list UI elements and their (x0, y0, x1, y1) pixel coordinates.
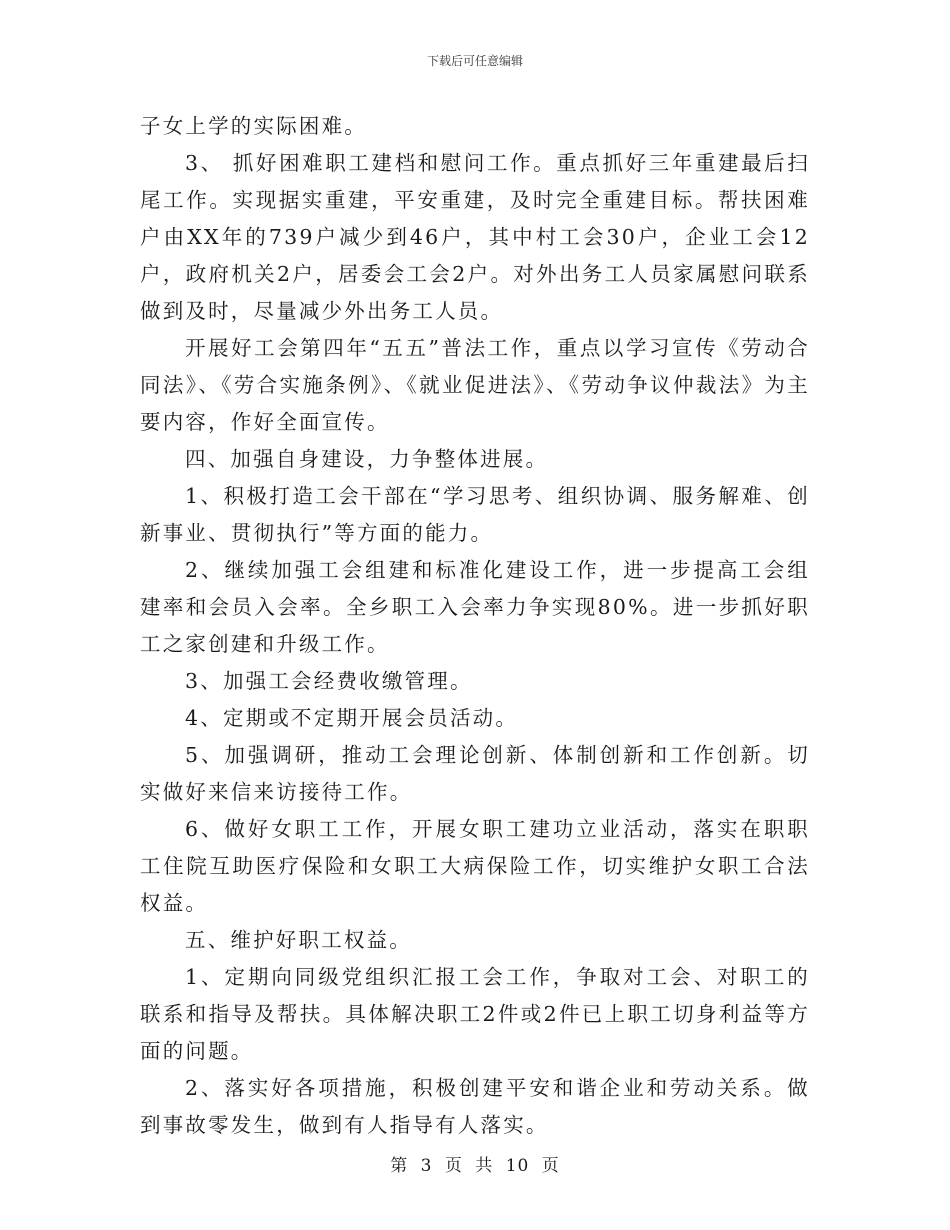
paragraph: 3、 抓好困难职工建档和慰问工作。重点抓好三年重建最后扫尾工作。实现据实重建，平安重建，及时完全重建目标。帮扶困难户由XX年的739户减少到46户，其中村工会30户，企业工会12户，政府机关2户，居委会工会2户。对外出务工人员家属慰问联系做到及时，尽量减少外出务工人员。 (140, 151, 810, 323)
total-word: 共 (475, 1156, 494, 1176)
page-suffix: 页 (541, 1156, 560, 1176)
paragraph: 2、落实好各项措施，积极创建平安和谐企业和劳动关系。做到事故零发生，做到有人指导有人落实。 (140, 1076, 810, 1137)
page-header: 下载后可任意编辑 (426, 54, 523, 68)
paragraph: 5、加强调研，推动工会理论创新、体制创新和工作创新。切实做好来信来访接待工作。 (140, 743, 810, 804)
page-prefix: 第 (390, 1156, 409, 1176)
document-body (140, 108, 810, 1144)
page-footer (0, 1155, 950, 1177)
total-pages-number: 10 (505, 1156, 530, 1176)
paragraph: 2、继续加强工会组建和标准化建设工作，进一步提高工会组建率和会员入会率。全乡职工入会率力争实现80%。进一步抓好职工之家创建和升级工作。 (140, 558, 810, 656)
paragraph: 4、定期或不定期开展会员活动。 (185, 706, 519, 730)
paragraph: 6、做好女职工工作，开展女职工建功立业活动，落实在职职工住院互助医疗保险和女职工大病保险工作，切实维护女职工合法权益。 (140, 817, 810, 915)
section-heading: 五、维护好职工权益。 (185, 928, 412, 952)
paragraph: 子女上学的实际困难。 (140, 114, 367, 138)
paragraph: 3、加强工会经费收缴管理。 (185, 669, 473, 693)
paragraph: 开展好工会第四年“五五”普法工作，重点以学习宣传《劳动合同法》、《劳合实施条例》、《就业促进法》、《劳动争议仲裁法》为主要内容，作好全面宣传。 (140, 336, 810, 434)
paragraph: 1、积极打造工会干部在“学习思考、组织协调、服务解难、创新事业、贯彻执行”等方面的能力。 (140, 484, 810, 545)
current-page-number: 3 (420, 1156, 433, 1176)
page-word: 页 (444, 1156, 463, 1176)
paragraph: 1、定期向同级党组织汇报工会工作，争取对工会、对职工的联系和指导及帮扶。具体解决职工2件或2件已上职工切身利益等方面的问题。 (140, 965, 810, 1063)
section-heading: 四、加强自身建设，力争整体进展。 (185, 447, 549, 471)
